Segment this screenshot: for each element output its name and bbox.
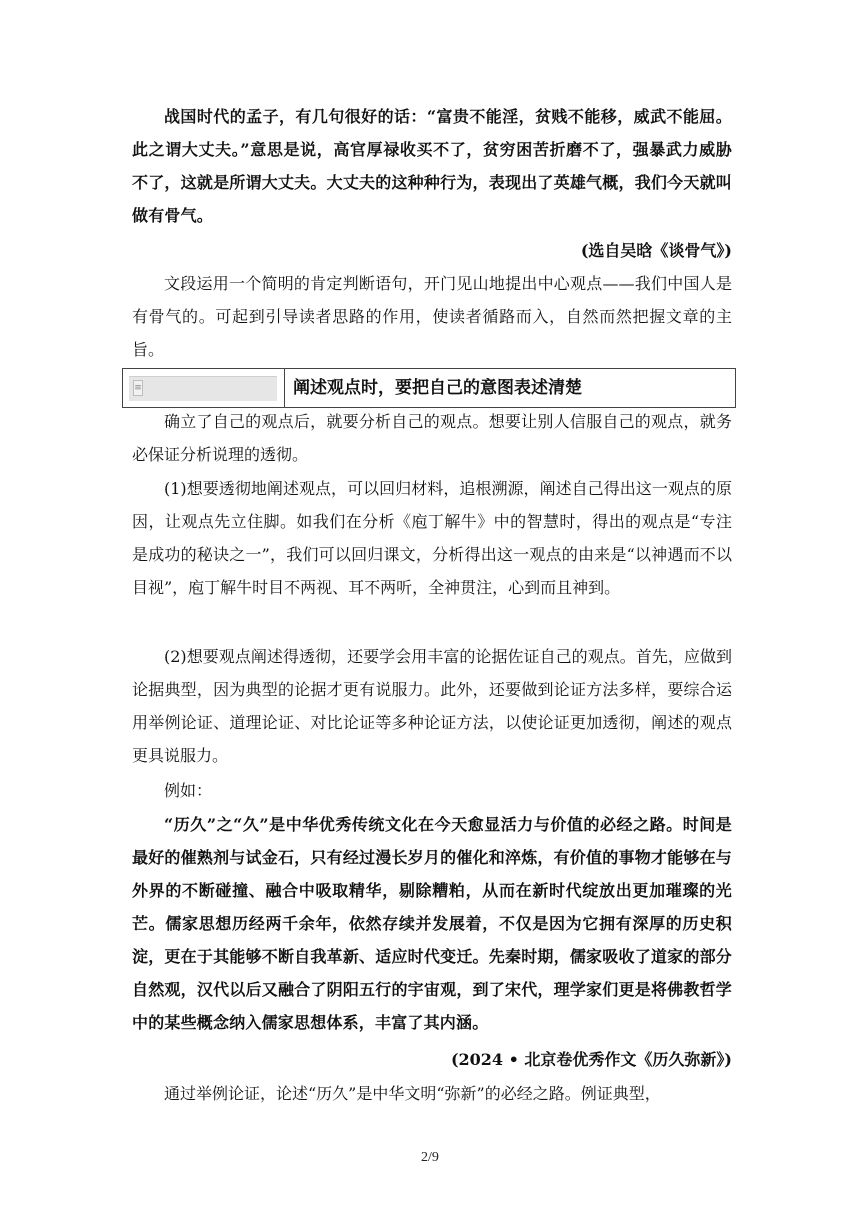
point-1-paragraph: (1)想要透彻地阐述观点，可以回归材料，追根溯源，阐述自己得出这一观点的原因，让观点先立住脚。如我们在分析《庖丁解牛》中的智慧时，得出的观点是“专注是成功的秘诀之一”，我们可以回归课文，分析得出这一观点的由来是“以神遇而不以目视”，庖丁解牛时目不两视、耳不两听，全神贯注，心到而且神到。 bbox=[132, 479, 732, 597]
source-citation-wuhan: (选自吴晗《谈骨气》) bbox=[580, 241, 732, 260]
analysis-paragraph: 文段运用一个简明的肯定判断语句，开门见山地提出中心观点——我们中国人是有骨气的。可起到引导读者思路的作用，使读者循路而入，自然而然把握文章的主旨。 bbox=[132, 274, 732, 359]
example-label: 例如： bbox=[164, 781, 213, 800]
heading-divider bbox=[284, 369, 285, 407]
quote-paragraph-mencius: 战国时代的孟子，有几句很好的话：“富贵不能淫，贫贱不能移，威武不能屈。此之谓大丈夫。”意思是说，高官厚禄收买不了，贫穷困苦折磨不了，强暴武力威胁不了，这就是所谓大丈夫。大丈夫的这种种行为，表现出了英雄气概，我们今天就叫做有骨气。 bbox=[132, 107, 732, 225]
quote-paragraph-lijiu: “历久”之“久”是中华优秀传统文化在今天愈显活力与价值的必经之路。时间是最好的催熟剂与试金石，只有经过漫长岁月的催化和淬炼，有价值的事物才能够在与外界的不断碰撞、融合中吸取精华，剔除糟粕，从而在新时代绽放出更加璀璨的光芒。儒家思想历经两千余年，依然存续并发展着，不仅是因为它拥有深厚的历史积淀，更在于其能够不断自我革新、适应时代变迁。先秦时期，儒家吸收了道家的部分自然观，汉代以后又融合了阴阳五行的宇宙观，到了宋代，理学家们更是将佛教哲学中的某些概念纳入儒家思想体系，丰富了其内涵。 bbox=[132, 815, 732, 1032]
menu-icon: ≡ bbox=[133, 380, 143, 396]
closing-paragraph: 通过举例论证，论述“历久”是中华文明“弥新”的必经之路。例证典型， bbox=[164, 1084, 661, 1103]
section-tag bbox=[129, 376, 277, 401]
page-number: 2/9 bbox=[421, 1150, 439, 1165]
intro-paragraph: 确立了自己的观点后，就要分析自己的观点。想要让别人信服自己的观点，就务必保证分析说理的透彻。 bbox=[132, 412, 732, 464]
point-2-paragraph: (2)想要观点阐述得透彻，还要学会用丰富的论据佐证自己的观点。首先，应做到论据典型，因为典型的论据才更有说服力。此外，还要做到论证方法多样，要综合运用举例论证、道理论证、对比论证等多种论证方法，以使论证更加透彻，阐述的观点更具说服力。 bbox=[132, 647, 732, 765]
source-citation-beijing: (2024 • 北京卷优秀作文《历久弥新》) bbox=[450, 1050, 732, 1069]
section-heading-title: 阐述观点时，要把自己的意图表述清楚 bbox=[293, 378, 582, 398]
section-heading-box bbox=[122, 368, 736, 408]
